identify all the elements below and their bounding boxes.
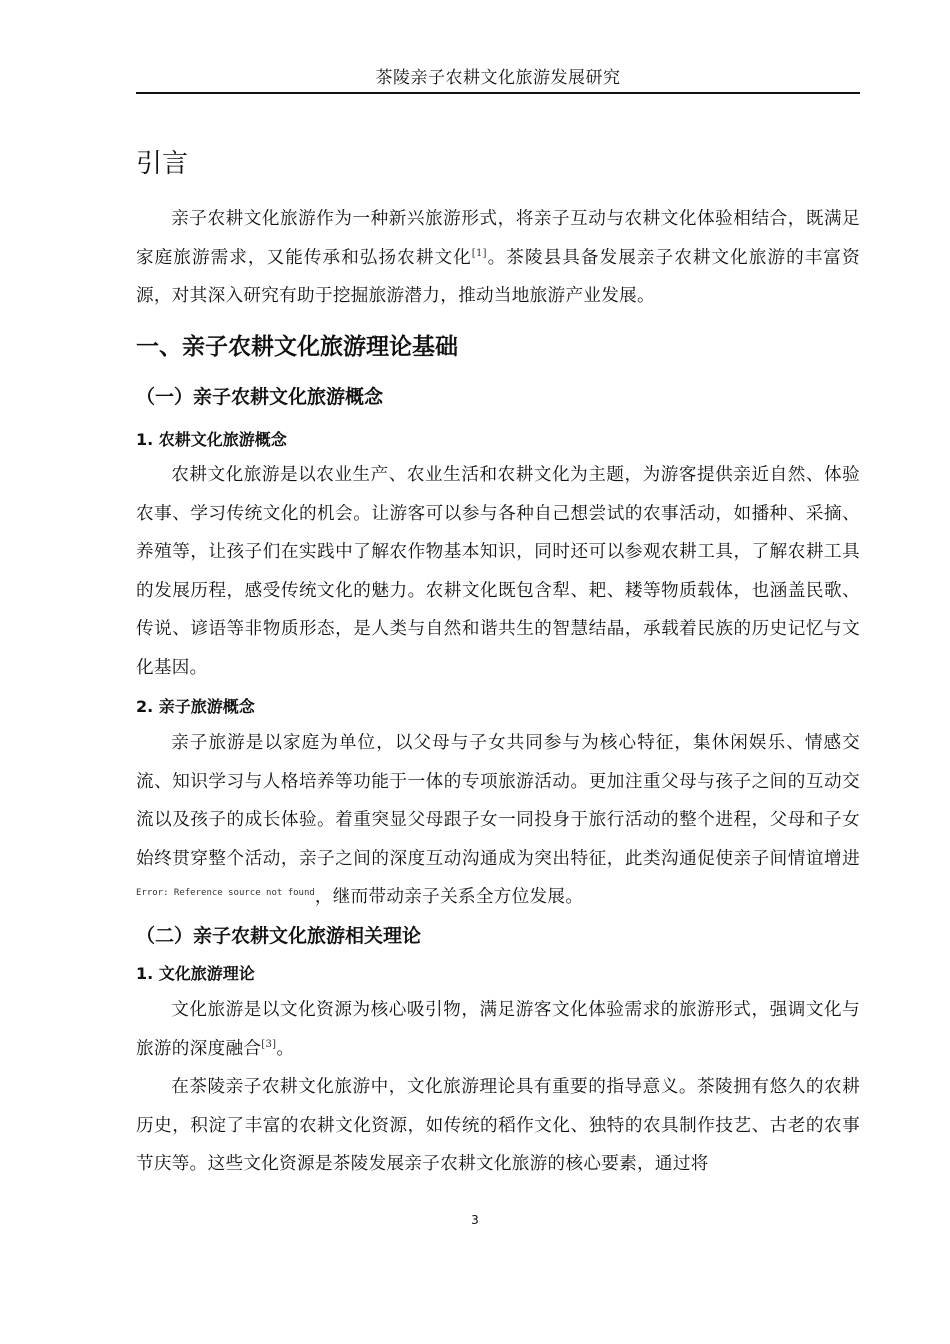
citation-1: [1] bbox=[471, 247, 487, 259]
cultural-tourism-paragraph-2: 在茶陵亲子农耕文化旅游中，文化旅游理论具有重要的指导意义。茶陵拥有悠久的农耕历史，积淀了丰富的农耕文化资源，如传统的稻作文化、独特的农具制作技艺、古老的农事节庆等。这些文化资源是茶陵发展亲子农耕文化旅游的核心要素，通过将 bbox=[136, 1077, 860, 1174]
farming-tourism-paragraph: 农耕文化旅游是以农业生产、农业生活和农耕文化为主题，为游客提供亲近自然、体验农事、学习传统文化的机会。让游客可以参与各种自己想尝试的农事活动，如播种、采摘、养殖等，让孩子们在实践中了解农作物基本知识，同时还可以参观农耕工具，了解农耕工具的发展历程，感受传统文化的魅力。农耕文化既包含犁、耙、耧等物质载体，也涵盖民歌、传说、谚语等非物质形态，是人类与自然和谐共生的智慧结晶，承载着民族的历史记忆与文化基因。 bbox=[136, 465, 860, 678]
intro-text-1: 亲子农耕文化旅游作为一种新兴旅游形式，将亲子互动与农耕文化体验相结合，既满足家庭旅游需求，又能传承和弘扬农耕文化 bbox=[136, 209, 860, 268]
cultural-tourism-text-2: 。 bbox=[276, 1038, 295, 1059]
header-rule bbox=[136, 92, 860, 94]
family-tourism-paragraph bbox=[136, 724, 860, 917]
cultural-tourism-text-1: 文化旅游是以文化资源为核心吸引物，满足游客文化体验需求的旅游形式，强调文化与旅游的深度融合 bbox=[136, 1000, 860, 1059]
reference-error-note: Error: Reference source not found bbox=[136, 888, 315, 899]
intro-heading: 引言 bbox=[136, 149, 189, 179]
intro-paragraph bbox=[136, 200, 860, 316]
subsection-1-2-heading: 2. 亲子旅游概念 bbox=[136, 697, 255, 716]
chapter-1-heading: 一、亲子农耕文化旅游理论基础 bbox=[136, 334, 458, 360]
section-2-heading: （二）亲子农耕文化旅游相关理论 bbox=[136, 925, 422, 947]
subsection-2-1-heading: 1. 文化旅游理论 bbox=[136, 964, 255, 983]
cultural-tourism-paragraph-1 bbox=[136, 991, 860, 1068]
family-tourism-text-1: 亲子旅游是以家庭为单位，以父母与子女共同参与为核心特征，集休闲娱乐、情感交流、知识学习与人格培养等功能于一体的专项旅游活动。更加注重父母与孩子之间的互动交流以及孩子的成长体验。着重突显父母跟子女一同投身于旅行活动的整个进程，父母和子女始终贯穿整个活动，亲子之间的深度互动沟通成为突出特征，此类沟通促使亲子间情谊增进 bbox=[136, 733, 860, 869]
intro-text-2: 。茶陵县具备发展亲子农耕文化旅游的丰富资源，对其深入研究有助于挖掘旅游潜力，推动当地旅游产业发展。 bbox=[136, 247, 860, 306]
subsection-1-1-heading: 1. 农耕文化旅游概念 bbox=[136, 430, 287, 449]
family-tourism-text-2: ，继而带动亲子关系全方位发展。 bbox=[314, 887, 584, 907]
page-number: 3 bbox=[471, 1213, 479, 1227]
citation-3: [3] bbox=[261, 1038, 277, 1050]
section-1-heading: （一）亲子农耕文化旅游概念 bbox=[136, 386, 384, 408]
running-header: 茶陵亲子农耕文化旅游发展研究 bbox=[375, 68, 621, 88]
